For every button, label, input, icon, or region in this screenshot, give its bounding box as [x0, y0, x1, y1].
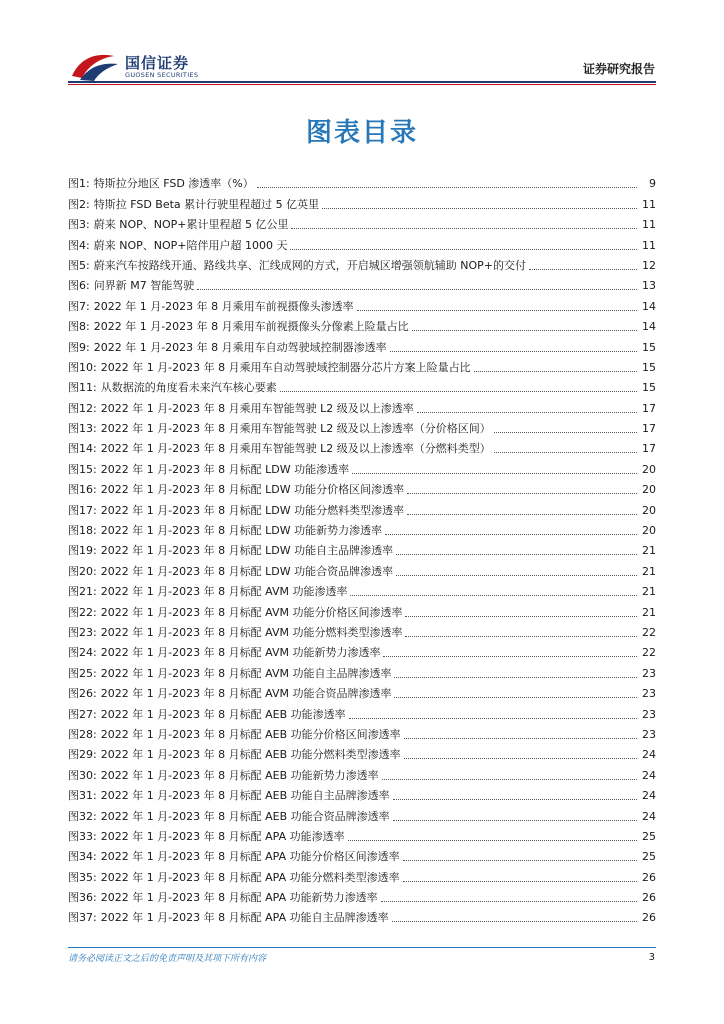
- toc-entry-label: 图31:: [68, 789, 97, 803]
- logo-en-text: GUOSEN SECURITIES: [125, 71, 199, 79]
- toc-dot-leader: [404, 738, 637, 739]
- toc-entry[interactable]: [68, 640, 656, 660]
- toc-entry[interactable]: [68, 905, 656, 925]
- toc-entry-page: 26: [642, 870, 656, 884]
- toc-entry-label: 图6:: [68, 279, 90, 293]
- toc-entry-label: 图25:: [68, 666, 97, 680]
- toc-entry[interactable]: [68, 355, 656, 375]
- toc-entry-page: 15: [642, 340, 656, 354]
- toc-entry-label: 图15:: [68, 462, 97, 476]
- toc-dot-leader: [383, 656, 637, 657]
- toc-entry-label: 图19:: [68, 544, 97, 558]
- toc-entry-title: 2022 年 1 月-2023 年 8 月标配 LDW 功能合资品牌渗透率: [100, 564, 394, 578]
- toc-entry[interactable]: [68, 416, 656, 436]
- toc-entry-label: 图14:: [68, 442, 97, 456]
- toc-entry-page: 17: [642, 442, 656, 456]
- toc-entry[interactable]: [68, 191, 656, 211]
- toc-entry-label: 图5:: [68, 258, 90, 272]
- toc-dot-leader: [392, 921, 637, 922]
- toc-entry-title: 2022 年 1 月-2023 年 8 月标配 AVM 功能分燃料类型渗透率: [100, 625, 403, 639]
- toc-entry-page: 12: [642, 258, 656, 272]
- toc-entry-title: 2022 年 1 月-2023 年 8 月标配 APA 功能自主品牌渗透率: [100, 911, 389, 925]
- toc-entry-title: 蔚来 NOP、NOP+累计里程超 5 亿公里: [93, 218, 289, 232]
- toc-dot-leader: [290, 249, 637, 250]
- toc-entry-page: 21: [642, 544, 656, 558]
- toc-entry[interactable]: [68, 864, 656, 884]
- toc-entry-page: 20: [642, 483, 656, 497]
- toc-entry-page: 15: [642, 360, 656, 374]
- toc-entry-label: 图18:: [68, 524, 97, 538]
- toc-dot-leader: [403, 860, 637, 861]
- toc-entry-label: 图26:: [68, 687, 97, 701]
- toc-dot-leader: [417, 412, 637, 413]
- toc-entry-page: 23: [642, 727, 656, 741]
- toc-entry-title: 2022 年 1 月-2023 年 8 月乘用车前视摄像头渗透率: [93, 299, 354, 313]
- toc-entry-title: 特斯拉分地区 FSD 渗透率（%）: [93, 177, 254, 191]
- toc-dot-leader: [494, 452, 637, 453]
- toc-entry[interactable]: [68, 742, 656, 762]
- toc-entry-title: 2022 年 1 月-2023 年 8 月标配 AVM 功能新势力渗透率: [100, 646, 381, 660]
- toc-dot-leader: [352, 473, 637, 474]
- toc-entry-label: 图34:: [68, 850, 97, 864]
- toc-entry-label: 图28:: [68, 727, 97, 741]
- toc-entry[interactable]: [68, 334, 656, 354]
- toc-entry[interactable]: [68, 844, 656, 864]
- toc-dot-leader: [404, 758, 637, 759]
- toc-entry[interactable]: [68, 824, 656, 844]
- toc-dot-leader: [348, 840, 637, 841]
- toc-entry-title: 2022 年 1 月-2023 年 8 月乘用车智能驾驶 L2 级及以上渗透率: [100, 401, 414, 415]
- toc-entry-label: 图16:: [68, 483, 97, 497]
- toc-entry-title: 2022 年 1 月-2023 年 8 月标配 AEB 功能渗透率: [100, 707, 346, 721]
- toc-dot-leader: [407, 514, 637, 515]
- toc-dot-leader: [405, 636, 637, 637]
- toc-entry[interactable]: [68, 253, 656, 273]
- toc-entry[interactable]: [68, 477, 656, 497]
- toc-entry-page: 21: [642, 585, 656, 599]
- toc-entry-label: 图12:: [68, 401, 97, 415]
- toc-dot-leader: [197, 289, 637, 290]
- toc-entry-label: 图7:: [68, 299, 90, 313]
- toc-entry-label: 图2:: [68, 197, 90, 211]
- toc-entry-page: 11: [642, 238, 656, 252]
- toc-dot-leader: [412, 330, 637, 331]
- toc-entry-label: 图10:: [68, 360, 97, 374]
- toc-entry-page: 13: [642, 279, 656, 293]
- toc-entry-label: 图32:: [68, 809, 97, 823]
- page-number: 3: [648, 952, 655, 963]
- toc-entry[interactable]: [68, 620, 656, 640]
- toc-entry[interactable]: [68, 701, 656, 721]
- toc-entry-label: 图13:: [68, 422, 97, 436]
- toc-entry-label: 图17:: [68, 503, 97, 517]
- company-logo: [70, 50, 210, 84]
- toc-dot-leader: [396, 554, 637, 555]
- toc-entry-page: 14: [642, 320, 656, 334]
- toc-entry-page: 22: [642, 625, 656, 639]
- toc-entry-title: 从数据流的角度看未来汽车核心要素: [100, 381, 277, 395]
- toc-entry-title: 2022 年 1 月-2023 年 8 月乘用车自动驾驶域控制器渗透率: [93, 340, 387, 354]
- toc-entry-title: 2022 年 1 月-2023 年 8 月标配 AEB 功能新势力渗透率: [100, 768, 379, 782]
- toc-entry-label: 图1:: [68, 177, 90, 191]
- toc-dot-leader: [393, 799, 637, 800]
- toc-entry-title: 2022 年 1 月-2023 年 8 月乘用车智能驾驶 L2 级及以上渗透率（分燃料类型）: [100, 442, 491, 456]
- toc-entry-title: 2022 年 1 月-2023 年 8 月标配 AVM 功能分价格区间渗透率: [100, 605, 403, 619]
- toc-dot-leader: [529, 269, 637, 270]
- toc-entry-page: 14: [642, 299, 656, 313]
- toc-dot-leader: [393, 820, 637, 821]
- toc-dot-leader: [382, 779, 637, 780]
- toc-entry[interactable]: [68, 681, 656, 701]
- toc-dot-leader: [280, 391, 637, 392]
- toc-entry-page: 23: [642, 666, 656, 680]
- toc-entry-title: 2022 年 1 月-2023 年 8 月标配 LDW 功能自主品牌渗透率: [100, 544, 394, 558]
- logo-cn-text: 国信证券: [125, 54, 190, 72]
- toc-entry-title: 2022 年 1 月-2023 年 8 月标配 AVM 功能合资品牌渗透率: [100, 687, 392, 701]
- header-divider-accent: [68, 84, 656, 85]
- toc-dot-leader: [385, 534, 637, 535]
- page-title: 图表目录: [305, 118, 418, 148]
- toc-dot-leader: [494, 432, 637, 433]
- table-of-figures: [68, 171, 656, 925]
- toc-entry-title: 2022 年 1 月-2023 年 8 月标配 LDW 功能分价格区间渗透率: [100, 483, 405, 497]
- toc-dot-leader: [357, 310, 637, 311]
- toc-entry-title: 2022 年 1 月-2023 年 8 月标配 APA 功能分价格区间渗透率: [100, 850, 400, 864]
- toc-entry-label: 图20:: [68, 564, 97, 578]
- toc-entry[interactable]: [68, 314, 656, 334]
- toc-entry-title: 2022 年 1 月-2023 年 8 月标配 AEB 功能合资品牌渗透率: [100, 809, 390, 823]
- toc-entry[interactable]: [68, 436, 656, 456]
- toc-entry-page: 20: [642, 524, 656, 538]
- toc-entry-title: 2022 年 1 月-2023 年 8 月标配 AEB 功能分燃料类型渗透率: [100, 748, 401, 762]
- toc-entry-page: 25: [642, 850, 656, 864]
- toc-entry-page: 22: [642, 646, 656, 660]
- toc-entry[interactable]: [68, 456, 656, 476]
- toc-entry-label: 图35:: [68, 870, 97, 884]
- toc-entry-title: 2022 年 1 月-2023 年 8 月标配 APA 功能分燃料类型渗透率: [100, 870, 400, 884]
- toc-entry-label: 图27:: [68, 707, 97, 721]
- toc-dot-leader: [291, 228, 637, 229]
- toc-entry-label: 图33:: [68, 829, 97, 843]
- toc-dot-leader: [394, 697, 637, 698]
- toc-entry-title: 2022 年 1 月-2023 年 8 月标配 AVM 功能渗透率: [100, 585, 348, 599]
- toc-entry[interactable]: [68, 212, 656, 232]
- page-header: [0, 0, 724, 84]
- toc-entry[interactable]: [68, 722, 656, 742]
- toc-entry-title: 2022 年 1 月-2023 年 8 月乘用车自动驾驶域控制器分芯片方案上险量占比: [100, 360, 471, 374]
- toc-entry-page: 23: [642, 707, 656, 721]
- toc-entry-title: 特斯拉 FSD Beta 累计行驶里程超过 5 亿英里: [93, 197, 320, 211]
- toc-entry[interactable]: [68, 273, 656, 293]
- toc-entry-title: 2022 年 1 月-2023 年 8 月标配 LDW 功能新势力渗透率: [100, 524, 383, 538]
- toc-entry-label: 图23:: [68, 625, 97, 639]
- toc-entry-title: 2022 年 1 月-2023 年 8 月标配 LDW 功能渗透率: [100, 462, 350, 476]
- toc-entry-label: 图30:: [68, 768, 97, 782]
- toc-entry-label: 图22:: [68, 605, 97, 619]
- toc-entry-page: 26: [642, 891, 656, 905]
- toc-entry-page: 20: [642, 462, 656, 476]
- toc-entry-title: 蔚来 NOP、NOP+陪伴用户超 1000 天: [93, 238, 288, 252]
- toc-entry-label: 图11:: [68, 381, 97, 395]
- footer-disclaimer: 请务必阅读正文之后的免责声明及其项下所有内容: [68, 954, 267, 964]
- toc-entry-title: 2022 年 1 月-2023 年 8 月标配 AEB 功能自主品牌渗透率: [100, 789, 390, 803]
- footer-divider: [68, 947, 656, 948]
- toc-entry-page: 15: [642, 381, 656, 395]
- toc-entry-page: 24: [642, 748, 656, 762]
- guosen-logo-icon: [70, 50, 120, 82]
- toc-dot-leader: [394, 677, 637, 678]
- toc-dot-leader: [390, 351, 637, 352]
- toc-dot-leader: [349, 718, 637, 719]
- toc-entry[interactable]: [68, 660, 656, 680]
- toc-entry[interactable]: [68, 803, 656, 823]
- toc-entry-page: 21: [642, 605, 656, 619]
- toc-entry[interactable]: [68, 395, 656, 415]
- report-type-label: 证券研究报告: [582, 62, 655, 76]
- toc-entry-title: 2022 年 1 月-2023 年 8 月标配 AVM 功能自主品牌渗透率: [100, 666, 392, 680]
- toc-entry-page: 24: [642, 809, 656, 823]
- toc-entry[interactable]: [68, 171, 656, 191]
- toc-entry[interactable]: [68, 497, 656, 517]
- toc-entry-page: 21: [642, 564, 656, 578]
- toc-entry-page: 17: [642, 422, 656, 436]
- toc-entry[interactable]: [68, 783, 656, 803]
- header-divider: [68, 81, 656, 83]
- toc-dot-leader: [257, 187, 637, 188]
- toc-entry-label: 图36:: [68, 891, 97, 905]
- toc-entry-title: 2022 年 1 月-2023 年 8 月标配 AEB 功能分价格区间渗透率: [100, 727, 401, 741]
- toc-entry[interactable]: [68, 293, 656, 313]
- toc-dot-leader: [381, 901, 637, 902]
- toc-entry-label: 图9:: [68, 340, 90, 354]
- toc-entry-page: 24: [642, 789, 656, 803]
- toc-entry[interactable]: [68, 558, 656, 578]
- toc-entry-label: 图8:: [68, 320, 90, 334]
- toc-entry-page: 17: [642, 401, 656, 415]
- toc-dot-leader: [407, 493, 637, 494]
- toc-entry-page: 23: [642, 687, 656, 701]
- toc-entry-page: 20: [642, 503, 656, 517]
- toc-dot-leader: [396, 575, 637, 576]
- toc-dot-leader: [474, 371, 637, 372]
- toc-dot-leader: [405, 616, 637, 617]
- toc-entry-label: 图24:: [68, 646, 97, 660]
- toc-entry-title: 2022 年 1 月-2023 年 8 月标配 APA 功能渗透率: [100, 829, 345, 843]
- toc-entry-title: 2022 年 1 月-2023 年 8 月乘用车智能驾驶 L2 级及以上渗透率（分价格区间）: [100, 422, 491, 436]
- toc-entry-title: 2022 年 1 月-2023 年 8 月标配 LDW 功能分燃料类型渗透率: [100, 503, 405, 517]
- toc-entry-page: 9: [649, 177, 656, 191]
- toc-dot-leader: [350, 595, 637, 596]
- toc-entry[interactable]: [68, 885, 656, 905]
- toc-entry-title: 问界新 M7 智能驾驶: [93, 279, 195, 293]
- toc-entry[interactable]: [68, 538, 656, 558]
- toc-entry-label: 图37:: [68, 911, 97, 925]
- toc-entry-label: 图3:: [68, 218, 90, 232]
- toc-entry-title: 蔚来汽车按路线开通、路线共享、汇线成网的方式，开启城区增强领航辅助 NOP+的交付: [93, 258, 526, 272]
- toc-entry-page: 26: [642, 911, 656, 925]
- toc-entry-page: 11: [642, 218, 656, 232]
- toc-dot-leader: [403, 881, 637, 882]
- toc-entry[interactable]: [68, 599, 656, 619]
- toc-dot-leader: [322, 208, 637, 209]
- toc-entry-label: 图29:: [68, 748, 97, 762]
- toc-entry-title: 2022 年 1 月-2023 年 8 月标配 APA 功能新势力渗透率: [100, 891, 378, 905]
- toc-entry-title: 2022 年 1 月-2023 年 8 月乘用车前视摄像头分像素上险量占比: [93, 320, 409, 334]
- toc-entry-page: 24: [642, 768, 656, 782]
- toc-entry[interactable]: [68, 375, 656, 395]
- toc-entry[interactable]: [68, 232, 656, 252]
- toc-entry-page: 11: [642, 197, 656, 211]
- toc-entry[interactable]: [68, 518, 656, 538]
- toc-entry-page: 25: [642, 829, 656, 843]
- toc-entry-label: 图4:: [68, 238, 90, 252]
- toc-entry[interactable]: [68, 579, 656, 599]
- toc-entry-label: 图21:: [68, 585, 97, 599]
- toc-entry[interactable]: [68, 762, 656, 782]
